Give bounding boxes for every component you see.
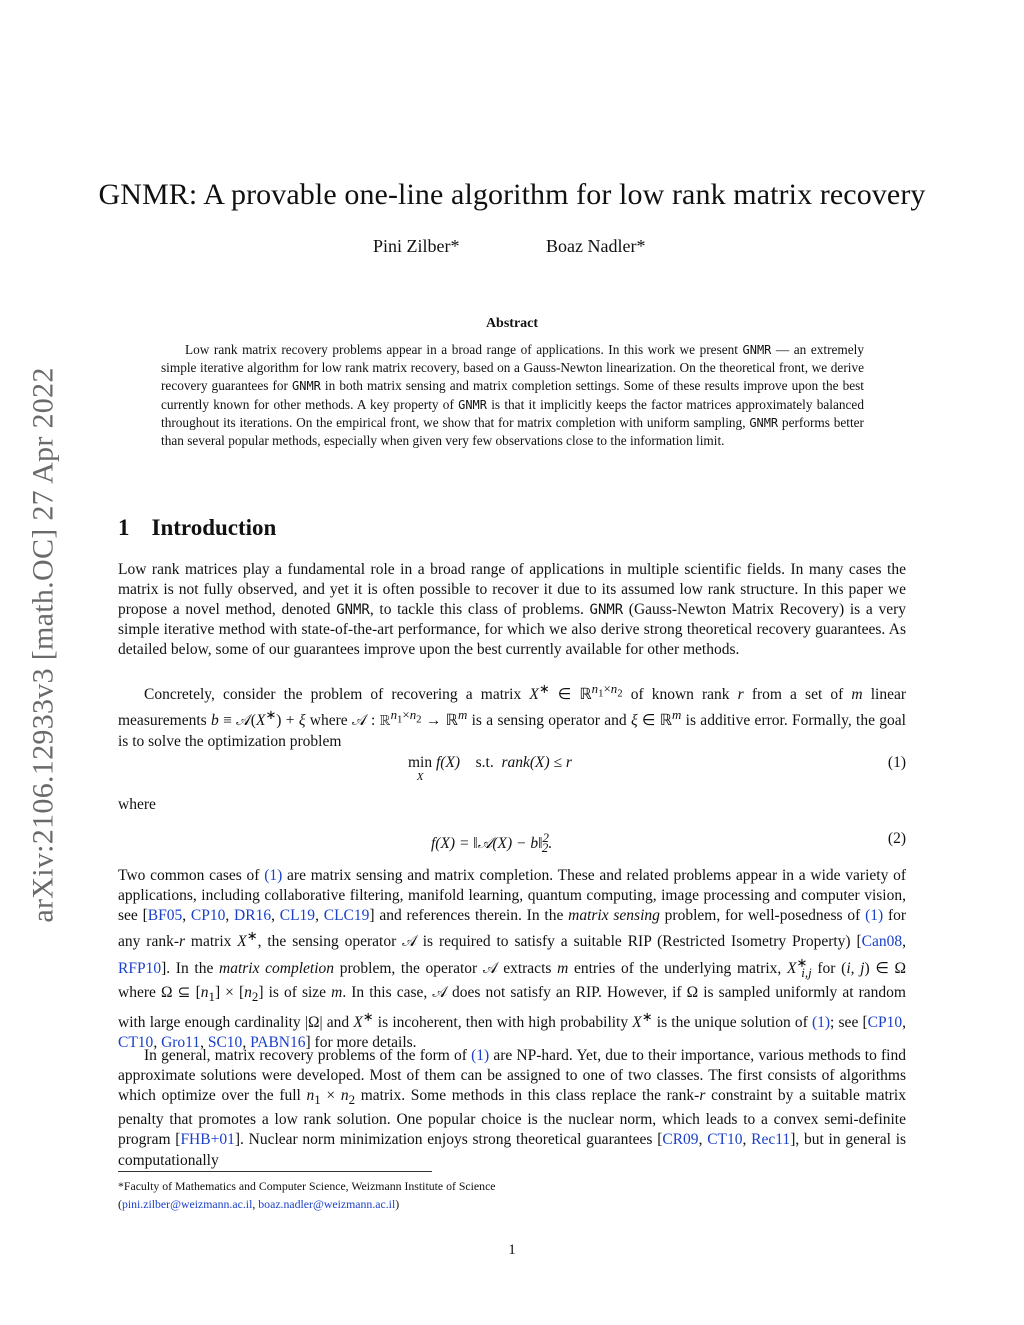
intro-paragraph-1: Low rank matrices play a fundamental role in a broad range of applications in multiple scientific fields. In many cases the matrix is not fully observed, and yet it is often possible to recover it due to its assumed low rank structure. In this paper we propose a novel method, denoted GNMR, to tackle this class of problems. GNMR (Gauss-Newton Matrix Recovery) is a very simple iterative method with state-of-the-art performance, for which we also derive strong theoretical recovery guarantees. As detailed below, some of our guarantees improve upon the best currently available for other methods.: [118, 561, 907, 659]
author-2: Boaz Nadler*: [546, 236, 646, 256]
footnote-affiliation: *Faculty of Mathematics and Computer Science, Weizmann Institute of Science: [118, 1179, 496, 1193]
citation-link[interactable]: CLC19: [323, 907, 370, 925]
where-text: where: [118, 796, 156, 813]
eq-ref-link[interactable]: (1): [811, 1014, 831, 1032]
citation-link[interactable]: Can08: [861, 933, 903, 951]
equation-2-label: (2): [887, 830, 906, 847]
intro-paragraph-4: In general, matrix recovery problems of the form of (1) are NP-hard. Yet, due to their importance, various methods to find approximate solutions were developed. Most of them can be assigned to one of two classes. The first consists of algorithms which optimize over the full $n_1 \times n_2$ matrix. Some methods in this class replace the rank-r constraint by a suitable matrix penalty that promotes a low rank solution. One popular choice is the nuclear norm, which leads to a convex semi-definite program [FHB+01]. Nuclear norm minimization enjoys strong theoretical guarantees [CR09, CT10, Rec11], but in general is computationally: [118, 1047, 907, 1169]
eq-ref-link[interactable]: (1): [471, 1047, 490, 1064]
abstract-body: Low rank matrix recovery problems appear in a broad range of applications. In this work we present GNMR — an extremely simple iterative algorithm for low rank matrix recovery, based on a Gauss-Newton linearization. On the theoretical front, we derive recovery guarantees for GNMR in both matrix sensing and matrix completion settings. Some of these results improve upon the best currently known for other methods. A key property of GNMR is that it implicitly keeps the factor matrices approximately balanced throughout its iterations. On the empirical front, we show that for matrix completion with uniform sampling, GNMR performs better than several popular methods, especially when given very few observations close to the information limit.: [161, 342, 864, 449]
equation-2: f(X) = ‖𝒜(X) − b‖$^2_2$. (2): [431, 830, 906, 856]
section-heading: [118, 515, 276, 541]
page-number: 1: [508, 1242, 516, 1258]
intro-paragraph-3: Two common cases of (1) are matrix sensing and matrix completion. These and related problems appear in a wide variety of applications, including collaborative filtering, manifold learning, quantum computing, image processing and computer vision, see [BF05, CP10, DR16, CL19, CLC19] and references therein. In the matrix sensing problem, for well-posedness of (1) for any rank-r matrix X∗, the sensing operator 𝒜 is required to satisfy a suitable RIP (Restricted Isometry Property) [Can08, RFP10]. In the matrix completion problem, the operator 𝒜 extracts m entries of the underlying matrix, $X^∗_{i,j}$ for (i, j) ∈ Ω where Ω ⊆ $[n_1] \times [n_2]$ is of size m. In this case, 𝒜 does not satisfy an RIP. However, if Ω is sampled uniformly at random with large enough cardinality |Ω| and X∗ is incoherent, then with high probability X∗ is the unique solution of (1); see [CP10, CT10, Gro11, SC10, PABN16] for more details.: [118, 867, 907, 1052]
section-title: Introduction: [151, 515, 277, 540]
abstract-heading: Abstract: [485, 316, 539, 331]
arxiv-sidebar: [14, 325, 74, 965]
footnote: *Faculty of Mathematics and Computer Science, Weizmann Institute of Science (pini.zilber@weizmann.ac.il, boaz.nadler@weizmann.ac.il): [118, 1178, 906, 1213]
citation-link[interactable]: Rec11: [751, 1131, 791, 1149]
citation-link[interactable]: DR16: [234, 907, 272, 925]
citation-link[interactable]: RFP10: [118, 959, 162, 977]
citation-link[interactable]: CT10: [707, 1131, 743, 1149]
citation-link[interactable]: CP10: [190, 907, 226, 925]
author-1: Pini Zilber*: [373, 236, 460, 256]
email-link-2[interactable]: boaz.nadler@weizmann.ac.il: [258, 1196, 396, 1211]
paper-title: GNMR: A provable one-line algorithm for low rank matrix recovery: [98, 178, 926, 211]
footnote-rule: [118, 1171, 432, 1172]
eq-ref-link[interactable]: (1): [865, 907, 884, 925]
equation-1-label: (1): [887, 754, 906, 771]
citation-link[interactable]: FHB+01: [180, 1131, 235, 1149]
email-link-1[interactable]: pini.zilber@weizmann.ac.il: [121, 1196, 253, 1211]
citation-link[interactable]: SC10: [207, 1034, 243, 1052]
citation-link[interactable]: CP10: [867, 1014, 903, 1032]
citation-link[interactable]: CT10: [118, 1034, 154, 1052]
citation-link[interactable]: Gro11: [161, 1034, 201, 1052]
arxiv-id: arXiv:2106.12933v3 [math.OC] 27 Apr 2022: [27, 367, 60, 923]
citation-link[interactable]: BF05: [147, 907, 183, 925]
min-operator: min X: [408, 754, 433, 783]
equation-1: min X f(X) s.t. rank(X) ≤ r (1): [408, 754, 906, 783]
intro-paragraph-2: Concretely, consider the problem of recovering a matrix X∗ ∈ ℝ$^{n_1\times n_2}$ of known rank r from a set of m linear measurements b ≡ 𝒜(X∗) + ξ where 𝒜 : ℝ$^{n_1\times n_2}$ → ℝ$^m$ is a sensing operator and ξ ∈ ℝ$^m$ is additive error. Formally, the goal is to solve the optimization problem: [118, 681, 907, 750]
citation-link[interactable]: PABN16: [250, 1034, 306, 1052]
eq-ref-link[interactable]: (1): [264, 867, 283, 884]
citation-link[interactable]: CR09: [662, 1131, 699, 1149]
section-number: 1: [118, 515, 130, 540]
citation-link[interactable]: CL19: [279, 907, 316, 925]
